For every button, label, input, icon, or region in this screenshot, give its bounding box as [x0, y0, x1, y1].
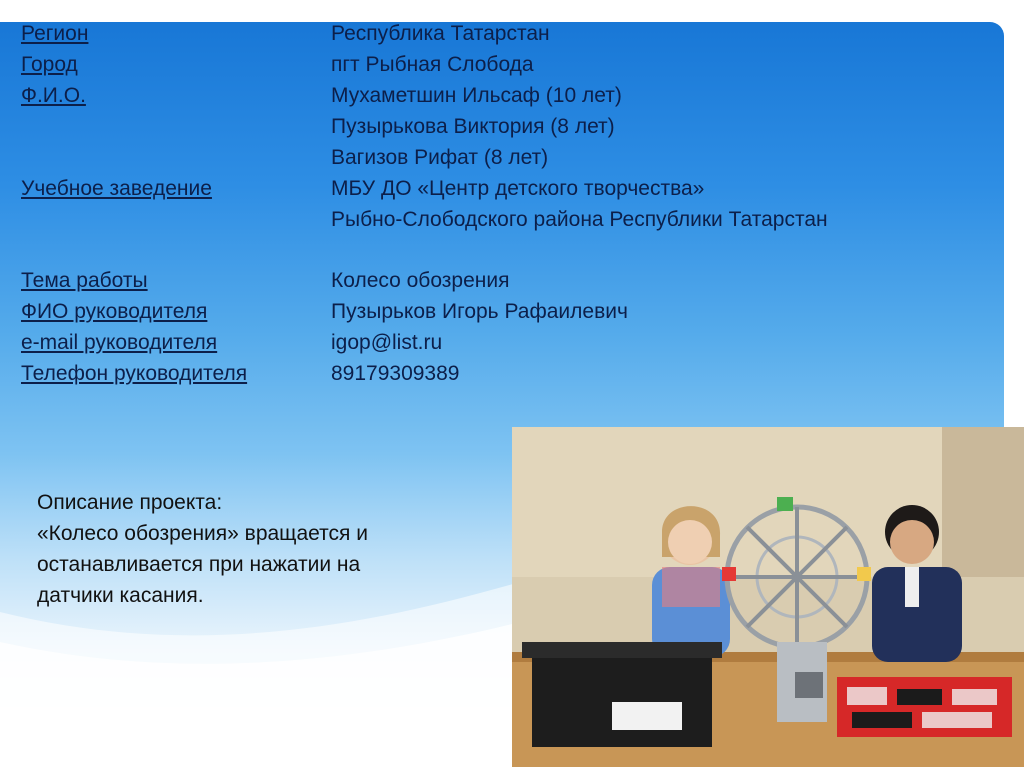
supervisor-label: ФИО руководителя [21, 300, 208, 323]
topic-value: Колесо обозрения [331, 269, 510, 292]
phone-label: Телефон руководителя [21, 362, 248, 385]
fio-value-3: Вагизов Рифат (8 лет) [331, 146, 549, 169]
description-title: Описание проекта: [37, 491, 223, 514]
description-line-3: датчики касания. [37, 584, 204, 607]
project-info [21, 18, 828, 389]
photo-illustration [512, 427, 1024, 767]
region-value: Республика Татарстан [331, 22, 550, 45]
info-row-city [21, 49, 828, 80]
fio-label: Ф.И.О. [21, 84, 86, 107]
info-row-supervisor [21, 296, 828, 327]
spacer [21, 235, 828, 265]
project-description [37, 487, 457, 611]
project-photo [512, 427, 1024, 767]
info-row-phone [21, 358, 828, 389]
empty-label [21, 142, 331, 173]
info-row-fio-2 [21, 111, 828, 142]
info-row-school [21, 173, 828, 204]
fio-value-2: Пузырькова Виктория (8 лет) [331, 115, 615, 138]
school-label: Учебное заведение [21, 177, 212, 200]
supervisor-value: Пузырьков Игорь Рафаилевич [331, 300, 628, 323]
topic-label: Тема работы [21, 269, 148, 292]
email-value: igop@list.ru [331, 331, 443, 354]
city-label: Город [21, 53, 78, 76]
phone-value: 89179309389 [331, 362, 460, 385]
school-value-2: Рыбно-Слободского района Республики Татарстан [331, 208, 828, 231]
city-value: пгт Рыбная Слобода [331, 53, 534, 76]
info-row-region [21, 18, 828, 49]
empty-label [21, 111, 331, 142]
description-line-1: «Колесо обозрения» вращается и [37, 522, 368, 545]
description-line-2: останавливается при нажатии на [37, 553, 361, 576]
empty-label [21, 204, 331, 235]
school-value-1: МБУ ДО «Центр детского творчества» [331, 177, 705, 200]
info-row-email [21, 327, 828, 358]
email-label: e-mail руководителя [21, 331, 218, 354]
info-row-fio [21, 80, 828, 111]
info-row-topic [21, 265, 828, 296]
region-label: Регион [21, 22, 89, 45]
fio-value-1: Мухаметшин Ильсаф (10 лет) [331, 84, 622, 107]
info-row-fio-3 [21, 142, 828, 173]
info-row-school-2 [21, 204, 828, 235]
